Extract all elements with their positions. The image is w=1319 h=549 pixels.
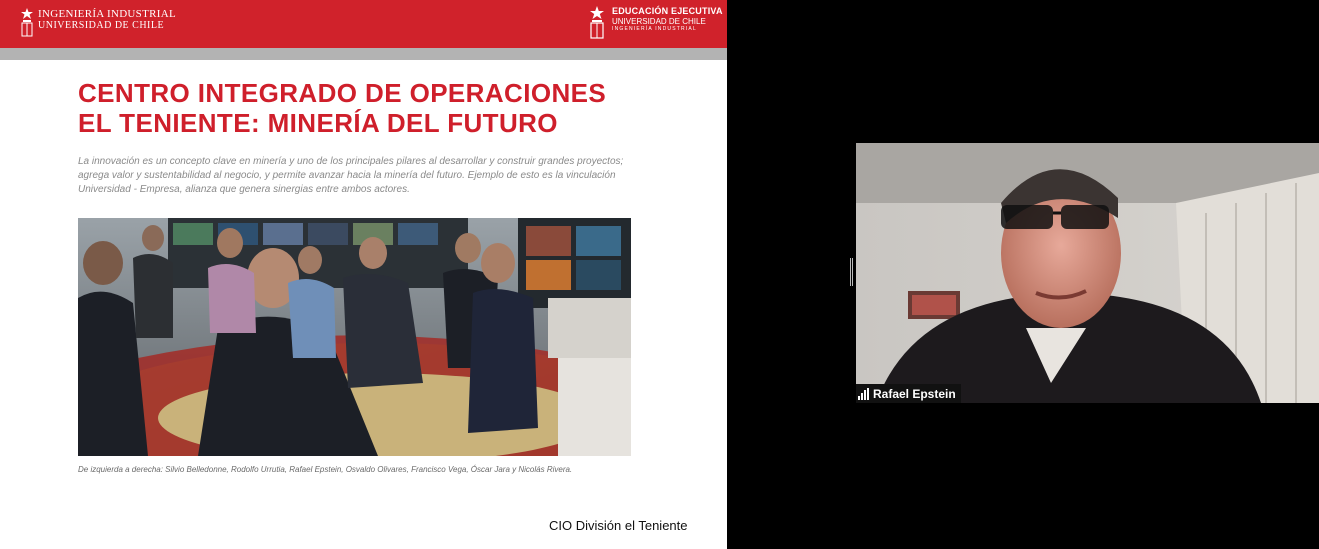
audio-signal-icon [858, 388, 869, 400]
intro-line: agrega valor y sustentabilidad al negocio, y permite avanzar hacia la minería del futuro. Ejemplo de esto es la vinculación [78, 170, 616, 181]
header-left-line1: INGENIERÍA INDUSTRIAL [38, 8, 176, 20]
photo-caption: De izquierda a derecha: Silvio Belledonne, Rodolfo Urrutia, Rafael Epstein, Osvaldo Olivares, Francisco Vega, Óscar Jara y Nicolás Rivera. [78, 465, 573, 474]
header-right-line2: UNIVERSIDAD DE CHILE [612, 17, 706, 26]
slide-header-bar [0, 0, 727, 48]
slide-intro-text [78, 155, 638, 197]
university-logo [20, 8, 176, 38]
crest-icon [20, 8, 34, 38]
crest-icon [588, 6, 606, 40]
participant-name: Rafael Epstein [873, 386, 956, 401]
shared-screen-source-label: CIO División el Teniente [549, 518, 688, 533]
view-splitter-handle[interactable] [850, 258, 853, 286]
slide-title-line1: CENTRO INTEGRADO DE OPERACIONES [78, 78, 607, 108]
participant-video[interactable] [856, 143, 1319, 403]
operations-center-photo [78, 218, 631, 456]
header-right-line1: EDUCACIÓN EJECUTIVA [612, 6, 723, 16]
header-right-line3: INGENIERÍA INDUSTRIAL [612, 26, 697, 32]
executive-education-logo [588, 6, 723, 40]
intro-line: La innovación es un concepto clave en minería y uno de los principales pilares al desarrollar y construir grandes proyectos; [78, 156, 624, 167]
slide-title-line2: EL TENIENTE: MINERÍA DEL FUTURO [78, 108, 558, 138]
slide-title [78, 78, 606, 138]
header-left-line2: UNIVERSIDAD DE CHILE [38, 20, 165, 31]
slide-header-divider [0, 48, 727, 60]
participant-name-tag [856, 384, 961, 403]
intro-line: Universidad - Empresa, alianza que genera sinergias entre ambos actores. [78, 184, 410, 195]
